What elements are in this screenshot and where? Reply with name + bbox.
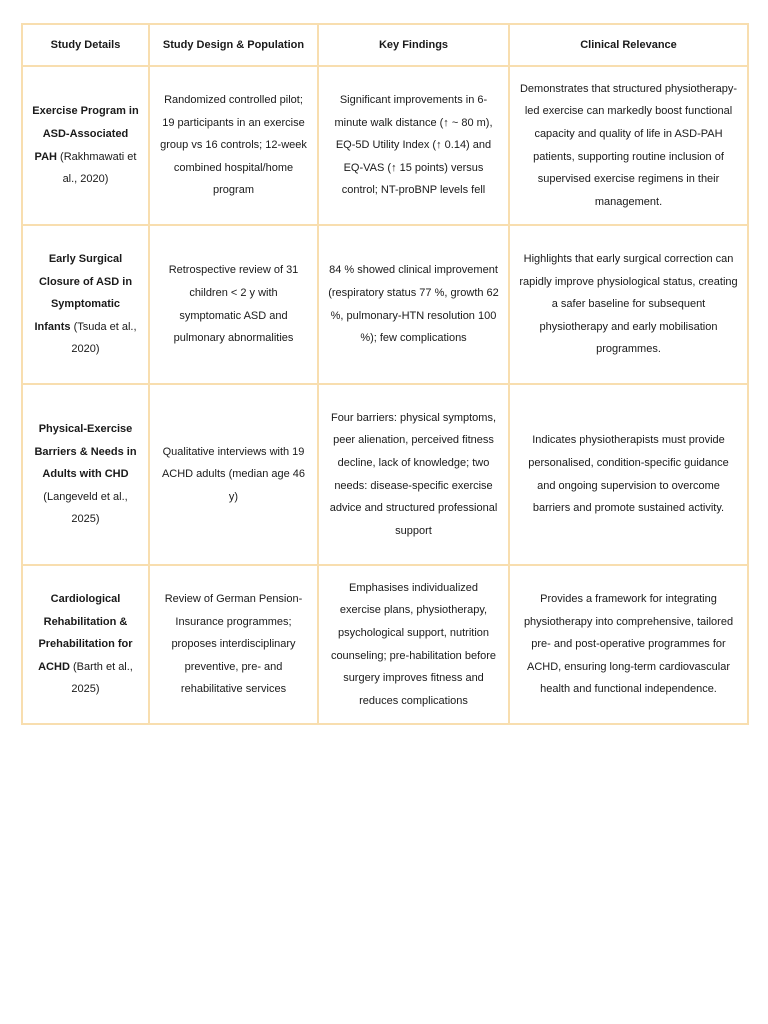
table-header-row	[22, 24, 748, 66]
study-citation: (Langeveld et al., 2025)	[43, 490, 128, 526]
study-citation: (Barth et al., 2025)	[71, 660, 133, 696]
key-findings-cell: Significant improvements in 6-minute walk distance (↑ ~ 80 m), EQ-5D Utility Index (↑ 0.14) and EQ-VAS (↑ 15 points) versus control; NT-proBNP levels fell	[318, 66, 509, 225]
key-findings-cell: Emphasises individualized exercise plans, physiotherapy, psychological support, nutrition counseling; pre-habilitation before surgery improves fitness and reduces complications	[318, 565, 509, 724]
study-details-cell	[22, 66, 149, 225]
clinical-relevance-cell: Highlights that early surgical correction can rapidly improve physiological status, creating a safer baseline for subsequent physiotherapy and early mobilisation programmes.	[509, 225, 748, 384]
table-row	[22, 66, 748, 225]
study-title: Exercise Program in ASD-Associated PAH	[32, 105, 139, 163]
study-citation: (Tsuda et al., 2020)	[71, 320, 137, 356]
study-title: Physical-Exercise Barriers & Needs in Adults with CHD	[34, 423, 137, 481]
clinical-relevance-cell: Demonstrates that structured physiotherapy-led exercise can markedly boost functional capacity and quality of life in ASD-PAH patients, supporting routine inclusion of supervised exercise regimens in their management.	[509, 66, 748, 225]
table-row	[22, 565, 748, 724]
study-citation: (Rakhmawati et al., 2020)	[60, 150, 137, 186]
table-row	[22, 225, 748, 384]
study-title: Early Surgical Closure of ASD in Symptomatic Infants	[34, 253, 133, 333]
header-study-design: Study Design & Population	[149, 24, 318, 66]
key-findings-cell: Four barriers: physical symptoms, peer alienation, perceived fitness decline, lack of knowledge; two needs: disease-specific exercise advice and structured professional support	[318, 384, 509, 565]
clinical-relevance-cell: Provides a framework for integrating physiotherapy into comprehensive, tailored pre- and post-operative programmes for ACHD, ensuring long-term cardiovascular health and functional independence.	[509, 565, 748, 724]
study-details-cell	[22, 225, 149, 384]
key-findings-cell: 84 % showed clinical improvement (respiratory status 77 %, growth 62 %, pulmonary-HTN resolution 100 %); few complications	[318, 225, 509, 384]
table-row	[22, 384, 748, 565]
study-title: Cardiological Rehabilitation & Prehabilitation for ACHD	[38, 593, 133, 673]
clinical-relevance-cell: Indicates physiotherapists must provide personalised, condition-specific guidance and ongoing supervision to overcome barriers and promote sustained activity.	[509, 384, 748, 565]
study-details-cell	[22, 565, 149, 724]
header-key-findings: Key Findings	[318, 24, 509, 66]
study-design-cell: Retrospective review of 31 children < 2 y with symptomatic ASD and pulmonary abnormalities	[149, 225, 318, 384]
header-study-details: Study Details	[22, 24, 149, 66]
study-design-cell: Randomized controlled pilot; 19 participants in an exercise group vs 16 controls; 12-week combined hospital/home program	[149, 66, 318, 225]
study-design-cell: Qualitative interviews with 19 ACHD adults (median age 46 y)	[149, 384, 318, 565]
header-clinical-relevance: Clinical Relevance	[509, 24, 748, 66]
study-details-cell	[22, 384, 149, 565]
study-design-cell: Review of German Pension-Insurance programmes; proposes interdisciplinary preventive, pre- and rehabilitative services	[149, 565, 318, 724]
study-review-table	[21, 23, 749, 725]
